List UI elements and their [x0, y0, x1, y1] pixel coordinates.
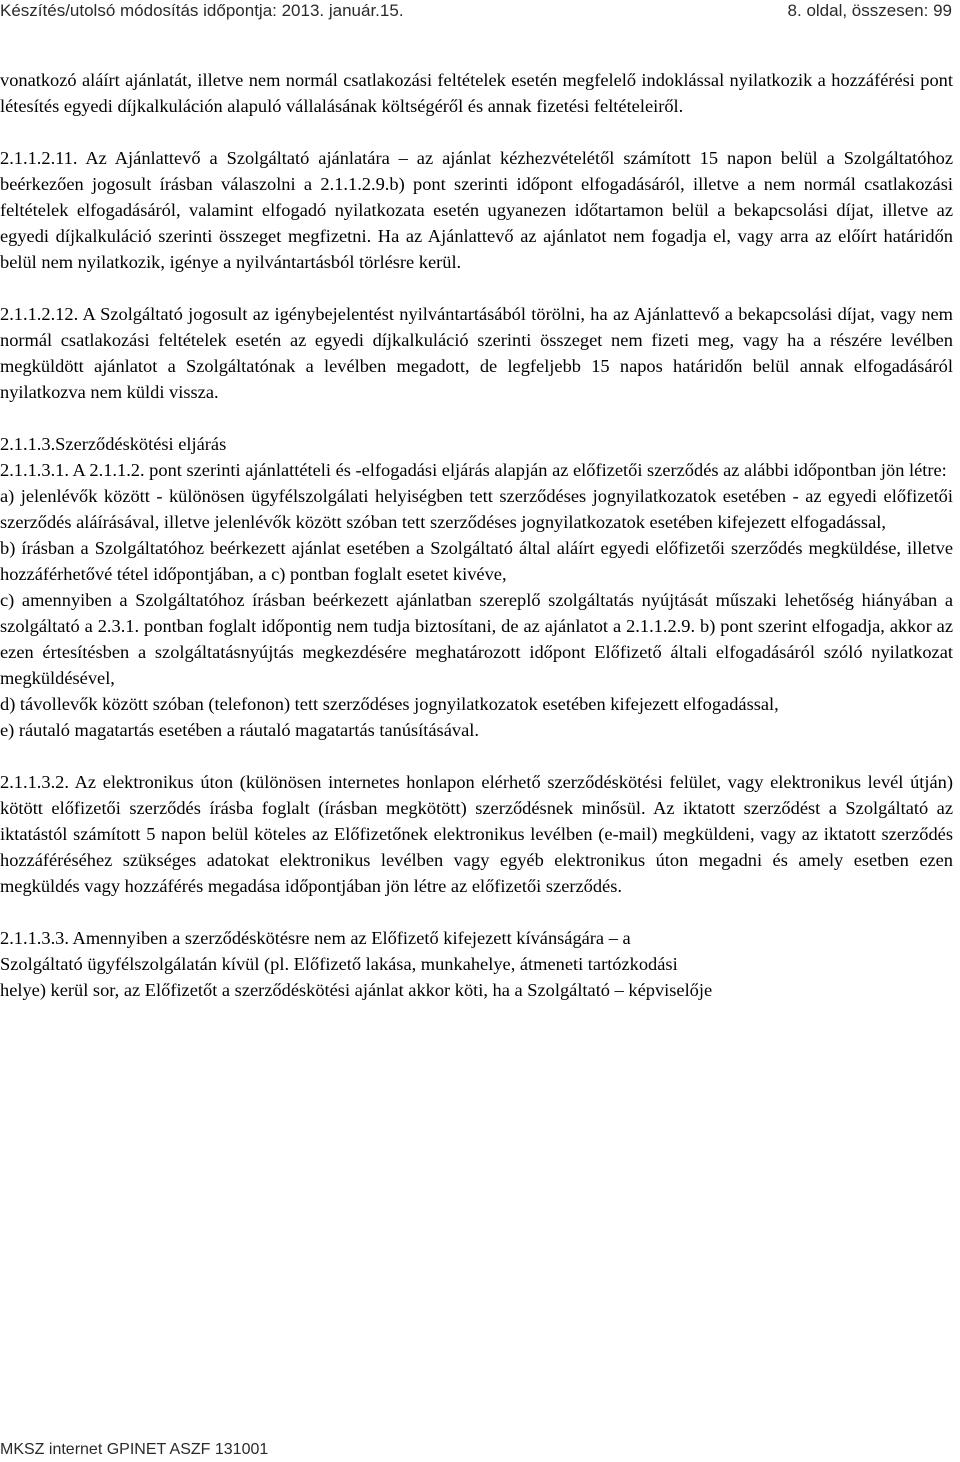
paragraph-2-1-1-3-2: 2.1.1.3.2. Az elektronikus úton (különösen internetes honlapon elérhető szerződéskötési felület, vagy elektronikus levél útján) kötött előfizetői szerződés írásba foglalt (írásban megkötött) szerződésnek minősül. Az iktatott szerződést a Szolgáltató az iktatástól számított 5 napon belül köteles az Előfizetőnek elektronikus levélben (e-mail) megküldeni, vagy az iktatott szerződés hozzáféréséhez szükséges adatokat elektronikus levélben vagy egyéb elektronikus úton megadni és amely esetben ezen megküldés vagy hozzáférés megadása időpontjában jön létre az előfizetői szerződés. — [0, 772, 953, 896]
paragraph-2-1-1-3-1: 2.1.1.3.1. A 2.1.1.2. pont szerinti ajánlattételi és -elfogadási eljárás alapján az előfizetői szerződés az alábbi időpontban jön létre: — [0, 460, 947, 480]
list-item-d: d) távollevők között szóban (telefonon) tett szerződéses jognyilatkozatok esetében kifejezett elfogadással, — [0, 694, 779, 714]
list-item-a: a) jelenlévők között - különösen ügyfélszolgálati helyiségben tett szerződéses jognyilatkozatok esetében - az egyedi előfizetői szerződés aláírásával, illetve jelenlévők között szóban tett szerződéses jognyilatkozatok esetében kifejezett elfogadással, — [0, 486, 953, 532]
paragraph-2-1-1-3-3 — [0, 925, 953, 1003]
header-modified-date: Készítés/utolsó módosítás időpontja: 2013. január.15. — [0, 1, 404, 20]
paragraph-2-1-1-2-12: 2.1.1.2.12. A Szolgáltató jogosult az igénybejelentést nyilvántartásából törölni, ha az Ajánlattevő a bekapcsolási díjat, vagy nem normál csatlakozási feltételek esetén az egyedi díjkalkuláció szerinti összeget nem fizeti meg, vagy ha a részére levélben megküldött ajánlatot a Szolgáltatónak a levélben megadott, de legfeljebb 15 napos határidőn belül annak elfogadásáról nyilatkozva nem küldi vissza. — [0, 304, 953, 402]
document-body — [0, 67, 953, 1003]
footer-document-id: MKSZ internet GPINET ASZF 131001 — [0, 1441, 269, 1458]
list-item-e: e) ráutaló magatartás esetében a ráutaló magatartás tanúsításával. — [0, 720, 479, 740]
list-item-b: b) írásban a Szolgáltatóhoz beérkezett ajánlat esetében a Szolgáltató által aláírt egyedi előfizetői szerződés megküldése, illetve hozzáférhetővé tétel időpontjában, a c) pontban foglalt esetet kivéve, — [0, 538, 953, 584]
paragraph-line: Szolgáltató ügyfélszolgálatán kívül (pl. Előfizető lakása, munkahelye, átmeneti tartózkodási — [0, 954, 678, 974]
header-page-number: 8. oldal, összesen: 99 — [787, 1, 952, 20]
paragraph-continuation: vonatkozó aláírt ajánlatát, illetve nem normál csatlakozási feltételek esetén megfelelő indoklással nyilatkozik a hozzáférési pont létesítés egyedi díjkalkuláción alapuló vállalásának költségéről és annak fizetési feltételeiről. — [0, 70, 953, 116]
paragraph-line: helye) kerül sor, az Előfizetőt a szerződéskötési ajánlat akkor köti, ha a Szolgáltató – képviselője — [0, 980, 713, 1000]
paragraph-line: 2.1.1.3.3. Amennyiben a szerződéskötésre nem az Előfizető kifejezett kívánságára – a — [0, 928, 631, 948]
paragraph-2-1-1-2-11: 2.1.1.2.11. Az Ajánlattevő a Szolgáltató ajánlatára – az ajánlat kézhezvételétől számított 15 napon belül a Szolgáltatóhoz beérkezően jogosult írásban válaszolni a 2.1.1.2.9.b) pont szerinti időpont elfogadásáról, illetve a nem normál csatlakozási feltételek elfogadásáról, valamint elfogadó nyilatkozata esetén ugyanezen időtartamon belül a bekapcsolási díjat, illetve az egyedi díjkalkuláció szerinti összeget megfizetni. Ha az Ajánlattevő az ajánlatot nem fogadja el, vagy arra az előírt határidőn belül nem nyilatkozik, igénye a nyilvántartásból törlésre kerül. — [0, 148, 953, 272]
section-heading: 2.1.1.3.Szerződéskötési eljárás — [0, 434, 227, 454]
list-item-c: c) amennyiben a Szolgáltatóhoz írásban beérkezett ajánlatban szereplő szolgáltatás nyújtását műszaki lehetőség hiányában a szolgáltató a 2.3.1. pontban foglalt időpontig nem tudja biztosítani, de az ajánlatot a 2.1.1.2.9. b) pont szerint elfogadja, akkor az ezen értesítésben a szolgáltatásnyújtás megkezdésére meghatározott időpont Előfizető általi elfogadásáról szóló nyilatkozat megküldésével, — [0, 590, 953, 688]
